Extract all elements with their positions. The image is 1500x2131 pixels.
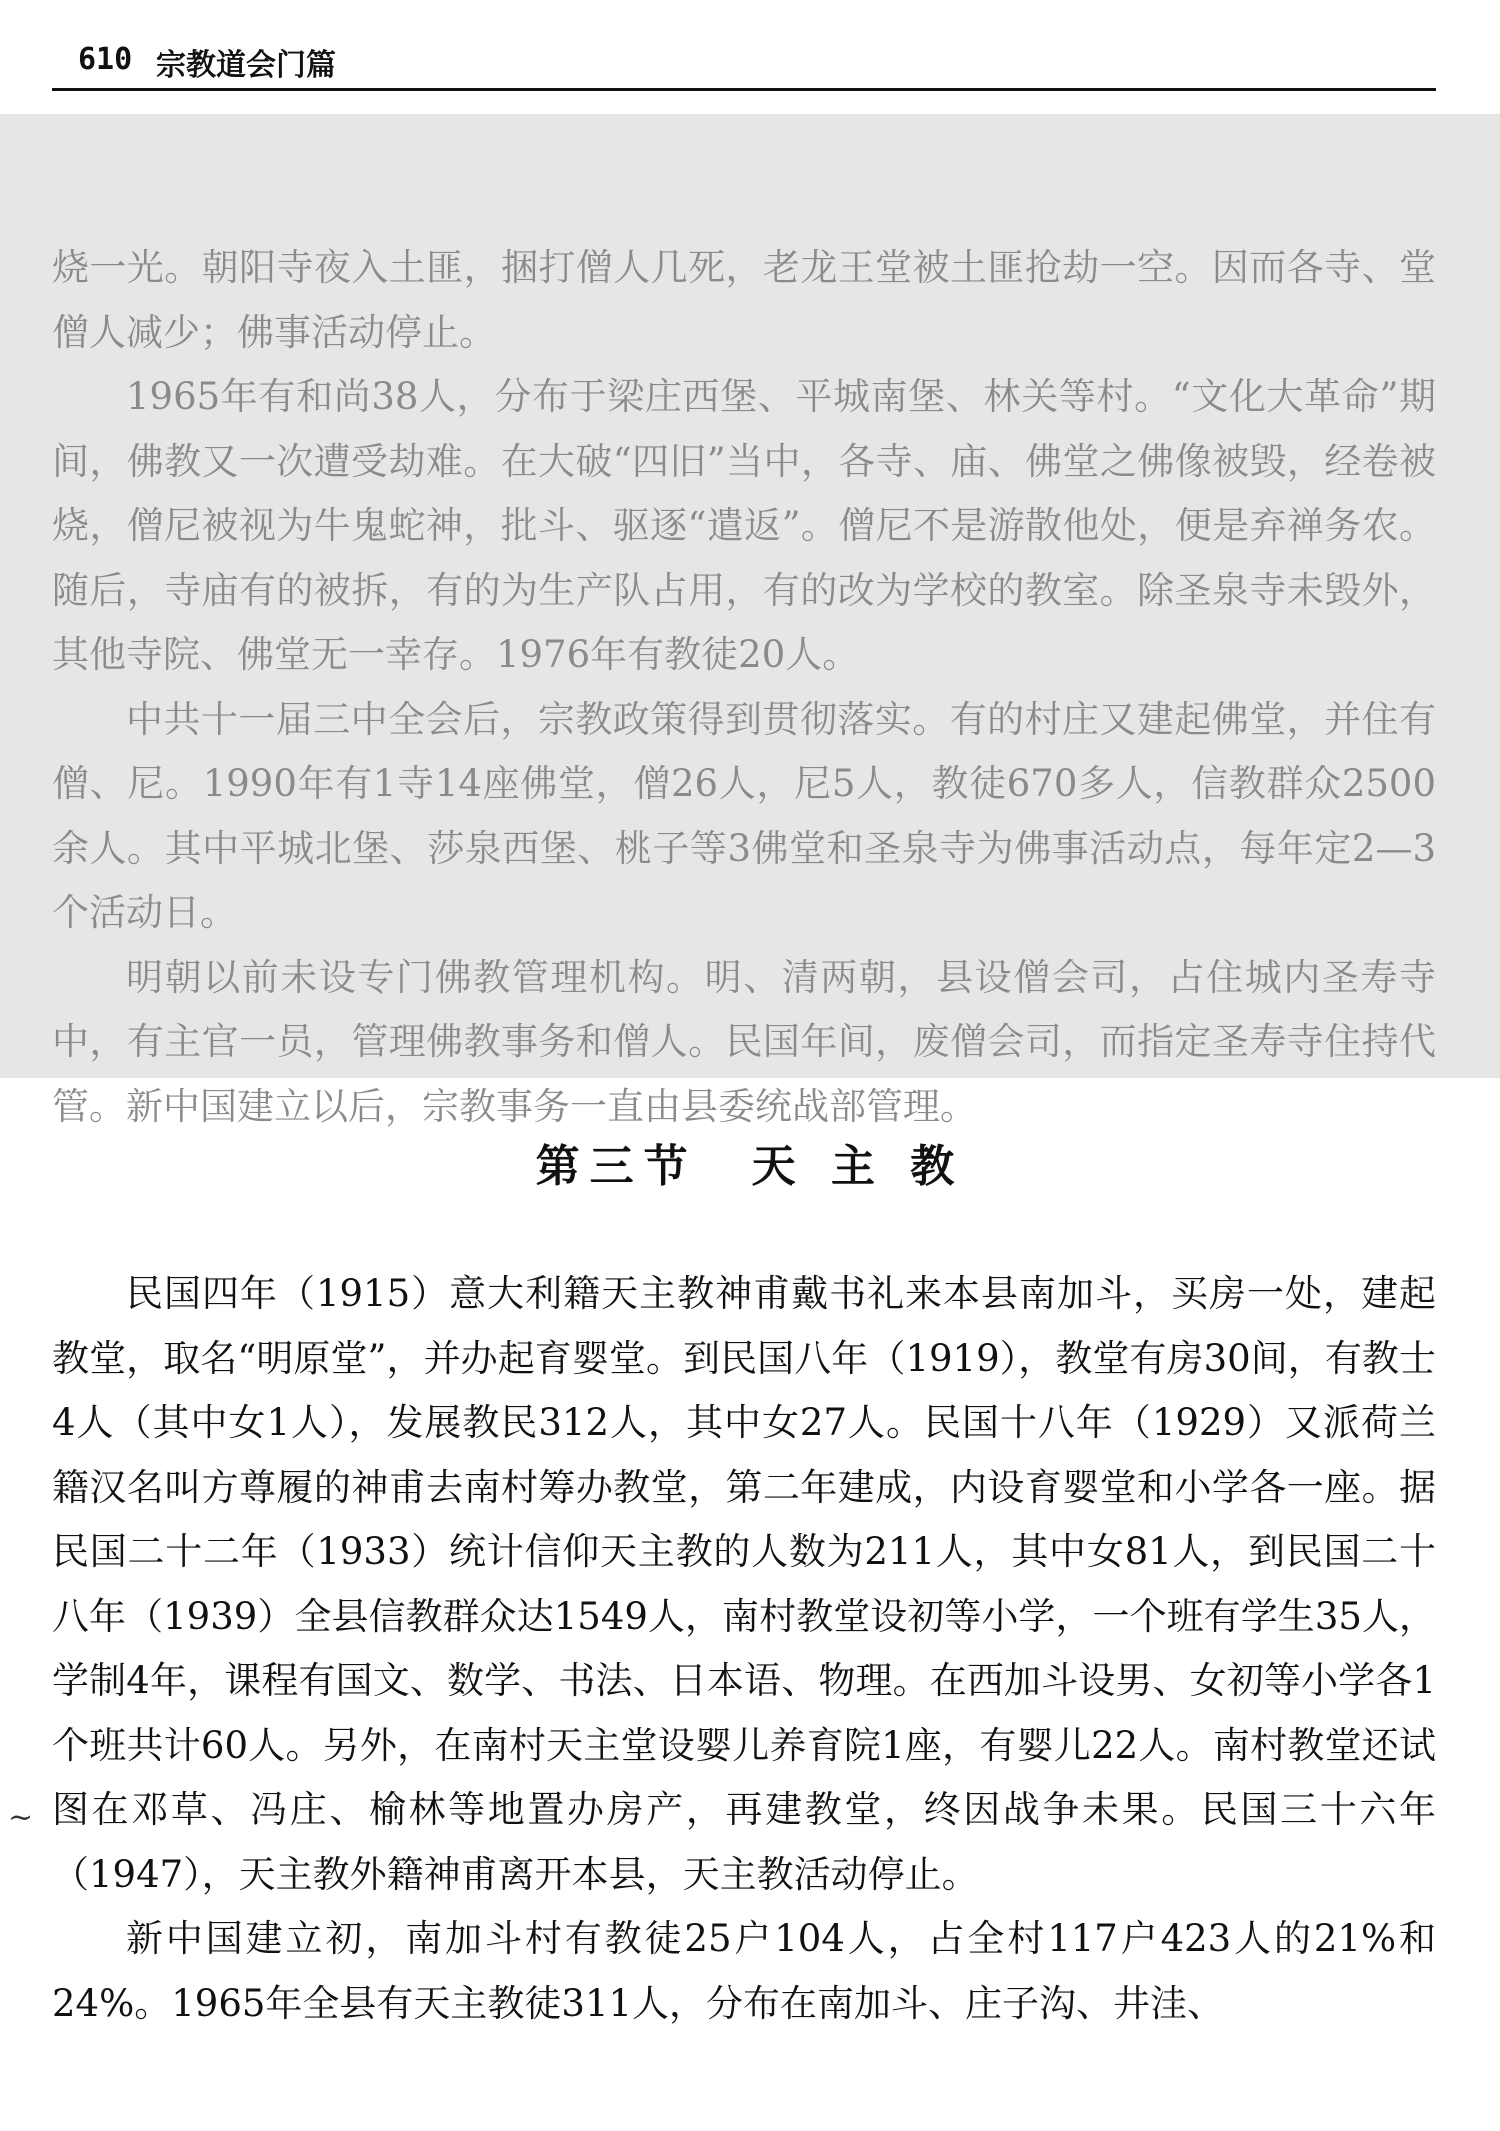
page-number: 610 (78, 42, 133, 77)
body-text-block (52, 1262, 1436, 2036)
paragraph: 新中国建立初，南加斗村有教徒25户104人，占全村117户423人的21%和24%。1965年全县有天主教徒311人，分布在南加斗、庄子沟、井洼、 (52, 1917, 1436, 2025)
margin-mark: ~ (8, 1800, 34, 1835)
paragraph: 烧一光。朝阳寺夜入土匪，捆打僧人几死，老龙王堂被土匪抢劫一空。因而各寺、堂僧人减少；佛事活动停止。 (52, 246, 1436, 354)
paragraph: 中共十一届三中全会后，宗教政策得到贯彻落实。有的村庄又建起佛堂，并住有僧、尼。1990年有1寺14座佛堂，僧26人，尼5人，教徒670多人，信教群众2500余人。其中平城北堡、莎泉西堡、桃子等3佛堂和圣泉寺为佛事活动点，每年定2—3个活动日。 (52, 697, 1436, 934)
running-section-title: 宗教道会门篇 (156, 48, 336, 83)
shaded-text-block (52, 236, 1436, 1139)
paragraph: 1965年有和尚38人，分布于梁庄西堡、平城南堡、林关等村。“文化大革命”期间，佛教又一次遭受劫难。在大破“四旧”当中，各寺、庙、佛堂之佛像被毁，经卷被烧，僧尼被视为牛鬼蛇神，批斗、驱逐“遣返”。僧尼不是游散他处，便是弃禅务农。随后，寺庙有的被拆，有的为生产队占用，有的改为学校的教室。除圣泉寺未毁外，其他寺院、佛堂无一幸存。1976年有教徒20人。 (52, 375, 1436, 676)
page-header (52, 38, 1436, 91)
shaded-previous-section (0, 114, 1500, 1128)
paragraph: 明朝以前未设专门佛教管理机构。明、清两朝，县设僧会司，占住城内圣寿寺中，有主官一员，管理佛教事务和僧人。民国年间，废僧会司，而指定圣寿寺住持代管。新中国建立以后，宗教事务一直由县委统战部管理。 (52, 955, 1436, 1128)
paragraph: 民国四年（1915）意大利籍天主教神甫戴书礼来本县南加斗，买房一处，建起教堂，取名“明原堂”，并办起育婴堂。到民国八年（1919），教堂有房30间，有教士4人（其中女1人），发展教民312人，其中女27人。民国十八年（1929）又派荷兰籍汉名叫方尊履的神甫去南村筹办教堂，第二年建成，内设育婴堂和小学各一座。据民国二十二年（1933）统计信仰天主教的人数为211人，其中女81人，到民国二十八年（1939）全县信教群众达1549人，南村教堂设初等小学，一个班有学生35人，学制4年，课程有国文、数学、书法、日本语、物理。在西加斗设男、女初等小学各1个班共计60人。另外，在南村天主堂设婴儿养育院1座，有婴儿22人。南村教堂还试图在邓草、冯庄、榆林等地置办房产，再建教堂，终因战争未果。民国三十六年（1947），天主教外籍神甫离开本县，天主教活动停止。 (52, 1272, 1436, 1896)
section-heading: 第三节 天 主 教 (535, 1141, 965, 1192)
